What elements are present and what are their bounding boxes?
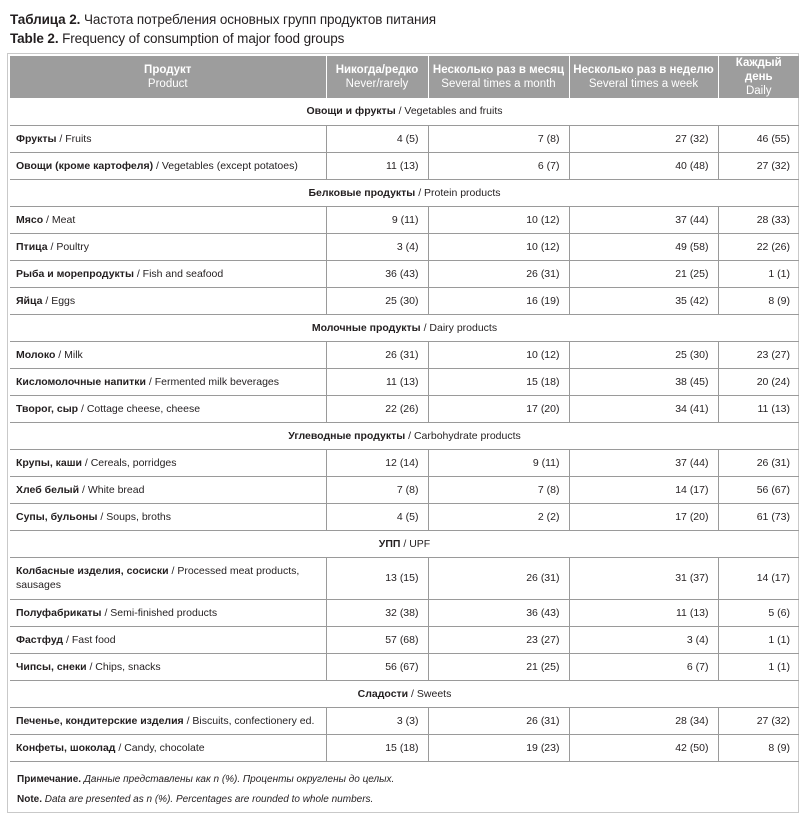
value-month: 26 (31) [428, 557, 569, 599]
product-name-ru: Фастфуд [16, 633, 64, 646]
header-product-ru: Продукт [144, 64, 192, 76]
value-week: 35 (42) [569, 287, 718, 314]
header-daily [718, 56, 799, 98]
product-cell [10, 503, 326, 530]
header-daily-en: Daily [745, 85, 772, 97]
value-month: 26 (31) [428, 260, 569, 287]
value-never: 25 (30) [326, 287, 428, 314]
table-row [10, 707, 799, 734]
value-never: 4 (5) [326, 125, 428, 152]
product-name-en: / Meat [43, 213, 76, 226]
note-ru-text: Данные представлены как n (%). Проценты округлены до целых. [81, 774, 395, 785]
value-week: 38 (45) [569, 368, 718, 395]
group-header-cell [10, 422, 799, 449]
value-week: 37 (44) [569, 206, 718, 233]
value-never: 56 (67) [326, 653, 428, 680]
header-month-ru: Несколько раз в месяц [432, 64, 565, 76]
table-row [10, 476, 799, 503]
group-name-ru: Сладости [357, 687, 409, 700]
value-daily: 1 (1) [718, 260, 799, 287]
product-cell [10, 125, 326, 152]
value-week: 37 (44) [569, 449, 718, 476]
value-week: 17 (20) [569, 503, 718, 530]
product-name-ru: Рыба и морепродукты [16, 267, 134, 280]
value-month: 6 (7) [428, 152, 569, 179]
product-name-ru: Фрукты [16, 132, 57, 145]
value-month: 19 (23) [428, 734, 569, 761]
value-week: 40 (48) [569, 152, 718, 179]
product-name-en: / Cereals, porridges [81, 456, 177, 469]
product-cell [10, 476, 326, 503]
value-month: 15 (18) [428, 368, 569, 395]
product-cell [10, 707, 326, 734]
product-name-en: / Cottage cheese, cheese [78, 402, 201, 415]
group-name-en: / Sweets [408, 687, 452, 700]
group-name-ru: Белковые продукты [308, 186, 416, 199]
product-name-ru: Полуфабрикаты [16, 606, 102, 619]
value-month: 7 (8) [428, 476, 569, 503]
note-ru-label: Примечание. [17, 774, 82, 785]
value-month: 21 (25) [428, 653, 569, 680]
caption-en [10, 29, 799, 48]
product-cell [10, 734, 326, 761]
value-week: 31 (37) [569, 557, 718, 599]
group-header-cell [10, 179, 799, 206]
value-week: 11 (13) [569, 599, 718, 626]
food-frequency-table [10, 56, 799, 762]
group-name-ru: УПП [378, 537, 401, 550]
value-daily: 14 (17) [718, 557, 799, 599]
group-header-cell [10, 98, 799, 125]
product-name-ru: Колбасные изделия, сосиски [16, 565, 169, 577]
product-name-ru: Конфеты, шоколад [16, 741, 116, 754]
value-week: 21 (25) [569, 260, 718, 287]
value-week: 25 (30) [569, 341, 718, 368]
group-name-en: / Vegetables and fruits [395, 105, 503, 118]
product-cell [10, 287, 326, 314]
value-week: 42 (50) [569, 734, 718, 761]
product-name-en: / Poultry [47, 240, 90, 253]
note-en-text: Data are presented as n (%). Percentages are rounded to whole numbers. [42, 794, 374, 805]
value-month: 7 (8) [428, 125, 569, 152]
group-name-ru: Овощи и фрукты [306, 105, 396, 118]
product-name-en: / Milk [55, 348, 83, 361]
header-product-en: Product [147, 78, 188, 90]
product-cell [10, 233, 326, 260]
value-month: 10 (12) [428, 233, 569, 260]
value-week: 34 (41) [569, 395, 718, 422]
caption-en-label: Table 2. [10, 31, 59, 46]
group-name-en: / Carbohydrate products [405, 429, 521, 442]
value-daily: 1 (1) [718, 626, 799, 653]
product-cell [10, 368, 326, 395]
table-row [10, 395, 799, 422]
table-notes [17, 770, 394, 810]
product-name-ru: Яйца [16, 294, 43, 307]
value-daily: 27 (32) [718, 707, 799, 734]
product-name-ru: Кисломолочные напитки [16, 375, 146, 388]
product-name-ru: Птица [16, 240, 48, 253]
product-cell [10, 206, 326, 233]
value-daily: 28 (33) [718, 206, 799, 233]
table-header [10, 56, 799, 98]
product-cell [10, 152, 326, 179]
product-cell [10, 449, 326, 476]
group-name-en: / Protein products [415, 186, 501, 199]
value-week: 27 (32) [569, 125, 718, 152]
product-cell [10, 653, 326, 680]
caption-ru-label: Таблица 2. [10, 12, 81, 27]
product-name-en: / Fast food [63, 633, 116, 646]
product-name-ru: Печенье, кондитерские изделия [16, 714, 184, 727]
table-page [0, 0, 799, 48]
value-daily: 8 (9) [718, 734, 799, 761]
value-never: 11 (13) [326, 152, 428, 179]
product-name-en: / White bread [79, 483, 145, 496]
value-month: 9 (11) [428, 449, 569, 476]
value-never: 4 (5) [326, 503, 428, 530]
table-row [10, 557, 799, 599]
value-never: 26 (31) [326, 341, 428, 368]
value-never: 22 (26) [326, 395, 428, 422]
value-never: 57 (68) [326, 626, 428, 653]
value-week: 49 (58) [569, 233, 718, 260]
value-daily: 11 (13) [718, 395, 799, 422]
table-row [10, 368, 799, 395]
caption-ru-text: Частота потребления основных групп продуктов питания [83, 12, 436, 27]
value-month: 2 (2) [428, 503, 569, 530]
value-month: 10 (12) [428, 206, 569, 233]
value-daily: 46 (55) [718, 125, 799, 152]
header-month-en: Several times a month [441, 78, 556, 90]
group-header-cell [10, 680, 799, 707]
product-name-ru: Мясо [16, 213, 44, 226]
product-name-en: / Biscuits, confectionery ed. [183, 714, 315, 727]
value-never: 15 (18) [326, 734, 428, 761]
group-header-row [10, 179, 799, 206]
value-month: 23 (27) [428, 626, 569, 653]
header-week-ru: Несколько раз в неделю [573, 64, 714, 76]
product-name-en: / Fruits [56, 132, 92, 145]
product-name-ru: Молоко [16, 348, 56, 361]
value-month: 17 (20) [428, 395, 569, 422]
caption-ru [10, 10, 799, 29]
table-row [10, 233, 799, 260]
value-week: 3 (4) [569, 626, 718, 653]
product-cell [10, 557, 326, 599]
header-month [428, 56, 569, 98]
product-name-en: / Fermented milk beverages [145, 375, 280, 388]
table-row [10, 599, 799, 626]
product-name-en: / Soups, broths [97, 510, 172, 523]
note-en [17, 790, 394, 810]
value-daily: 26 (31) [718, 449, 799, 476]
table-row [10, 125, 799, 152]
product-cell [10, 341, 326, 368]
product-name-ru: Хлеб белый [16, 483, 80, 496]
product-cell [10, 395, 326, 422]
value-never: 3 (4) [326, 233, 428, 260]
value-month: 10 (12) [428, 341, 569, 368]
header-never [326, 56, 428, 98]
header-product [10, 56, 326, 98]
note-ru [17, 770, 394, 790]
product-name-ru: Супы, бульоны [16, 510, 98, 523]
value-daily: 27 (32) [718, 152, 799, 179]
value-daily: 22 (26) [718, 233, 799, 260]
table-row [10, 734, 799, 761]
product-name-ru: Творог, сыр [16, 402, 79, 415]
table-row [10, 626, 799, 653]
value-month: 16 (19) [428, 287, 569, 314]
value-daily: 23 (27) [718, 341, 799, 368]
table-row [10, 653, 799, 680]
value-never: 3 (3) [326, 707, 428, 734]
product-name-en: / Processed meat products, sausages [16, 565, 300, 591]
value-never: 12 (14) [326, 449, 428, 476]
table-row [10, 341, 799, 368]
value-never: 7 (8) [326, 476, 428, 503]
group-name-ru: Молочные продукты [311, 321, 421, 334]
product-name-en: / Semi-finished products [101, 606, 218, 619]
table-row [10, 503, 799, 530]
value-daily: 56 (67) [718, 476, 799, 503]
value-daily: 8 (9) [718, 287, 799, 314]
note-en-label: Note. [17, 794, 42, 805]
caption-en-text: Frequency of consumption of major food groups [62, 31, 345, 46]
value-week: 14 (17) [569, 476, 718, 503]
group-header-row [10, 422, 799, 449]
product-name-en: / Eggs [42, 294, 76, 307]
product-name-en: / Vegetables (except potatoes) [153, 159, 298, 172]
value-daily: 61 (73) [718, 503, 799, 530]
table-row [10, 152, 799, 179]
value-never: 36 (43) [326, 260, 428, 287]
product-cell [10, 626, 326, 653]
group-header-row [10, 680, 799, 707]
group-name-en: / UPF [400, 537, 431, 550]
value-never: 32 (38) [326, 599, 428, 626]
header-never-en: Never/rarely [345, 78, 409, 90]
table-caption [10, 10, 799, 48]
table-row [10, 287, 799, 314]
value-never: 11 (13) [326, 368, 428, 395]
product-name-ru: Чипсы, снеки [16, 660, 87, 673]
product-cell [10, 260, 326, 287]
value-daily: 20 (24) [718, 368, 799, 395]
group-header-cell [10, 530, 799, 557]
table-row [10, 449, 799, 476]
value-week: 28 (34) [569, 707, 718, 734]
value-never: 13 (15) [326, 557, 428, 599]
header-daily-ru: Каждый день [735, 57, 782, 83]
value-month: 36 (43) [428, 599, 569, 626]
group-header-cell [10, 314, 799, 341]
product-name-ru: Овощи (кроме картофеля) [16, 159, 154, 172]
product-name-en: / Fish and seafood [133, 267, 224, 280]
product-name-en: / Candy, chocolate [115, 741, 205, 754]
group-name-en: / Dairy products [420, 321, 498, 334]
value-month: 26 (31) [428, 707, 569, 734]
value-never: 9 (11) [326, 206, 428, 233]
table-body [10, 98, 799, 761]
group-header-row [10, 530, 799, 557]
group-name-ru: Углеводные продукты [288, 429, 406, 442]
header-never-ru: Никогда/редко [335, 64, 419, 76]
group-header-row [10, 314, 799, 341]
header-week [569, 56, 718, 98]
group-header-row [10, 98, 799, 125]
product-cell [10, 599, 326, 626]
product-name-ru: Крупы, каши [16, 456, 82, 469]
table-row [10, 260, 799, 287]
product-name-en: / Chips, snacks [86, 660, 161, 673]
value-daily: 1 (1) [718, 653, 799, 680]
value-week: 6 (7) [569, 653, 718, 680]
value-daily: 5 (6) [718, 599, 799, 626]
table-row [10, 206, 799, 233]
header-week-en: Several times a week [588, 78, 699, 90]
